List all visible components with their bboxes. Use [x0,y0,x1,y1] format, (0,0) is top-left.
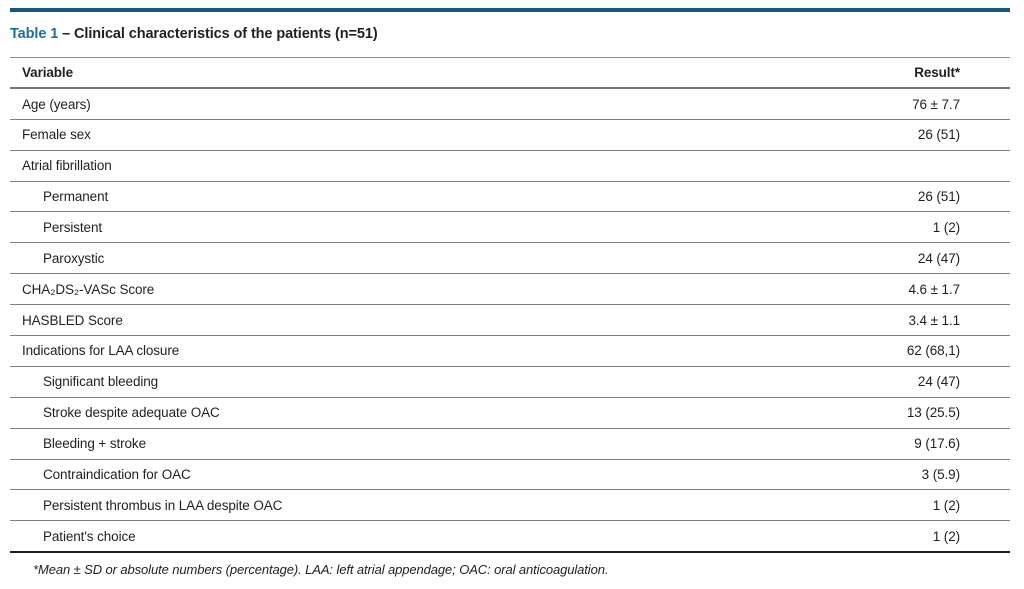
variable-cell: Patient's choice [10,521,730,552]
variable-cell: Bleeding + stroke [10,428,730,459]
table-row [10,459,1010,490]
result-cell: 26 (51) [730,181,1010,212]
result-cell: 1 (2) [730,212,1010,243]
variable-cell: Permanent [10,181,730,212]
table-title-text: – Clinical characteristics of the patients (n=51) [58,26,378,42]
table-row [10,305,1010,336]
variable-cell: HASBLED Score [10,305,730,336]
result-cell: 26 (51) [730,119,1010,150]
variable-cell: Atrial fibrillation [10,150,730,181]
variable-cell: Stroke despite adequate OAC [10,397,730,428]
result-cell: 24 (47) [730,243,1010,274]
result-cell [730,150,1010,181]
table-row [10,150,1010,181]
table-row [10,490,1010,521]
table-row [10,243,1010,274]
result-cell: 13 (25.5) [730,397,1010,428]
clinical-characteristics-table [10,57,1010,553]
result-cell: 4.6 ± 1.7 [730,274,1010,305]
column-header-result: Result* [730,58,1010,89]
table-row [10,181,1010,212]
result-cell: 3.4 ± 1.1 [730,305,1010,336]
variable-cell: Contraindication for OAC [10,459,730,490]
result-cell: 24 (47) [730,366,1010,397]
table-body [10,88,1010,551]
variable-cell: Significant bleeding [10,366,730,397]
result-cell: 1 (2) [730,490,1010,521]
table-row [10,88,1010,119]
variable-cell: Indications for LAA closure [10,336,730,367]
table-row [10,212,1010,243]
header-row [10,58,1010,89]
variable-cell: Persistent thrombus in LAA despite OAC [10,490,730,521]
table-number-label: Table 1 [10,26,59,42]
result-cell: 62 (68,1) [730,336,1010,367]
column-header-variable: Variable [10,58,730,89]
table-title [10,25,1010,43]
table-row [10,366,1010,397]
result-cell: 9 (17.6) [730,428,1010,459]
variable-cell: Persistent [10,212,730,243]
table-row [10,119,1010,150]
variable-cell: Paroxystic [10,243,730,274]
table-row [10,336,1010,367]
table-row [10,397,1010,428]
table-row [10,521,1010,552]
table-footnote: *Mean ± SD or absolute numbers (percentage). LAA: left atrial appendage; OAC: oral anticoagulation. [33,561,609,577]
table-header [10,58,1010,89]
variable-cell: Female sex [10,119,730,150]
variable-cell: Age (years) [22,96,91,112]
table-row [10,428,1010,459]
result-cell: 76 ± 7.7 [912,96,960,112]
variable-cell: CHA₂DS₂-VASc Score [10,274,730,305]
top-accent-bar [10,8,1010,12]
result-cell: 3 (5.9) [730,459,1010,490]
result-cell: 1 (2) [730,521,1010,552]
table-row [10,274,1010,305]
